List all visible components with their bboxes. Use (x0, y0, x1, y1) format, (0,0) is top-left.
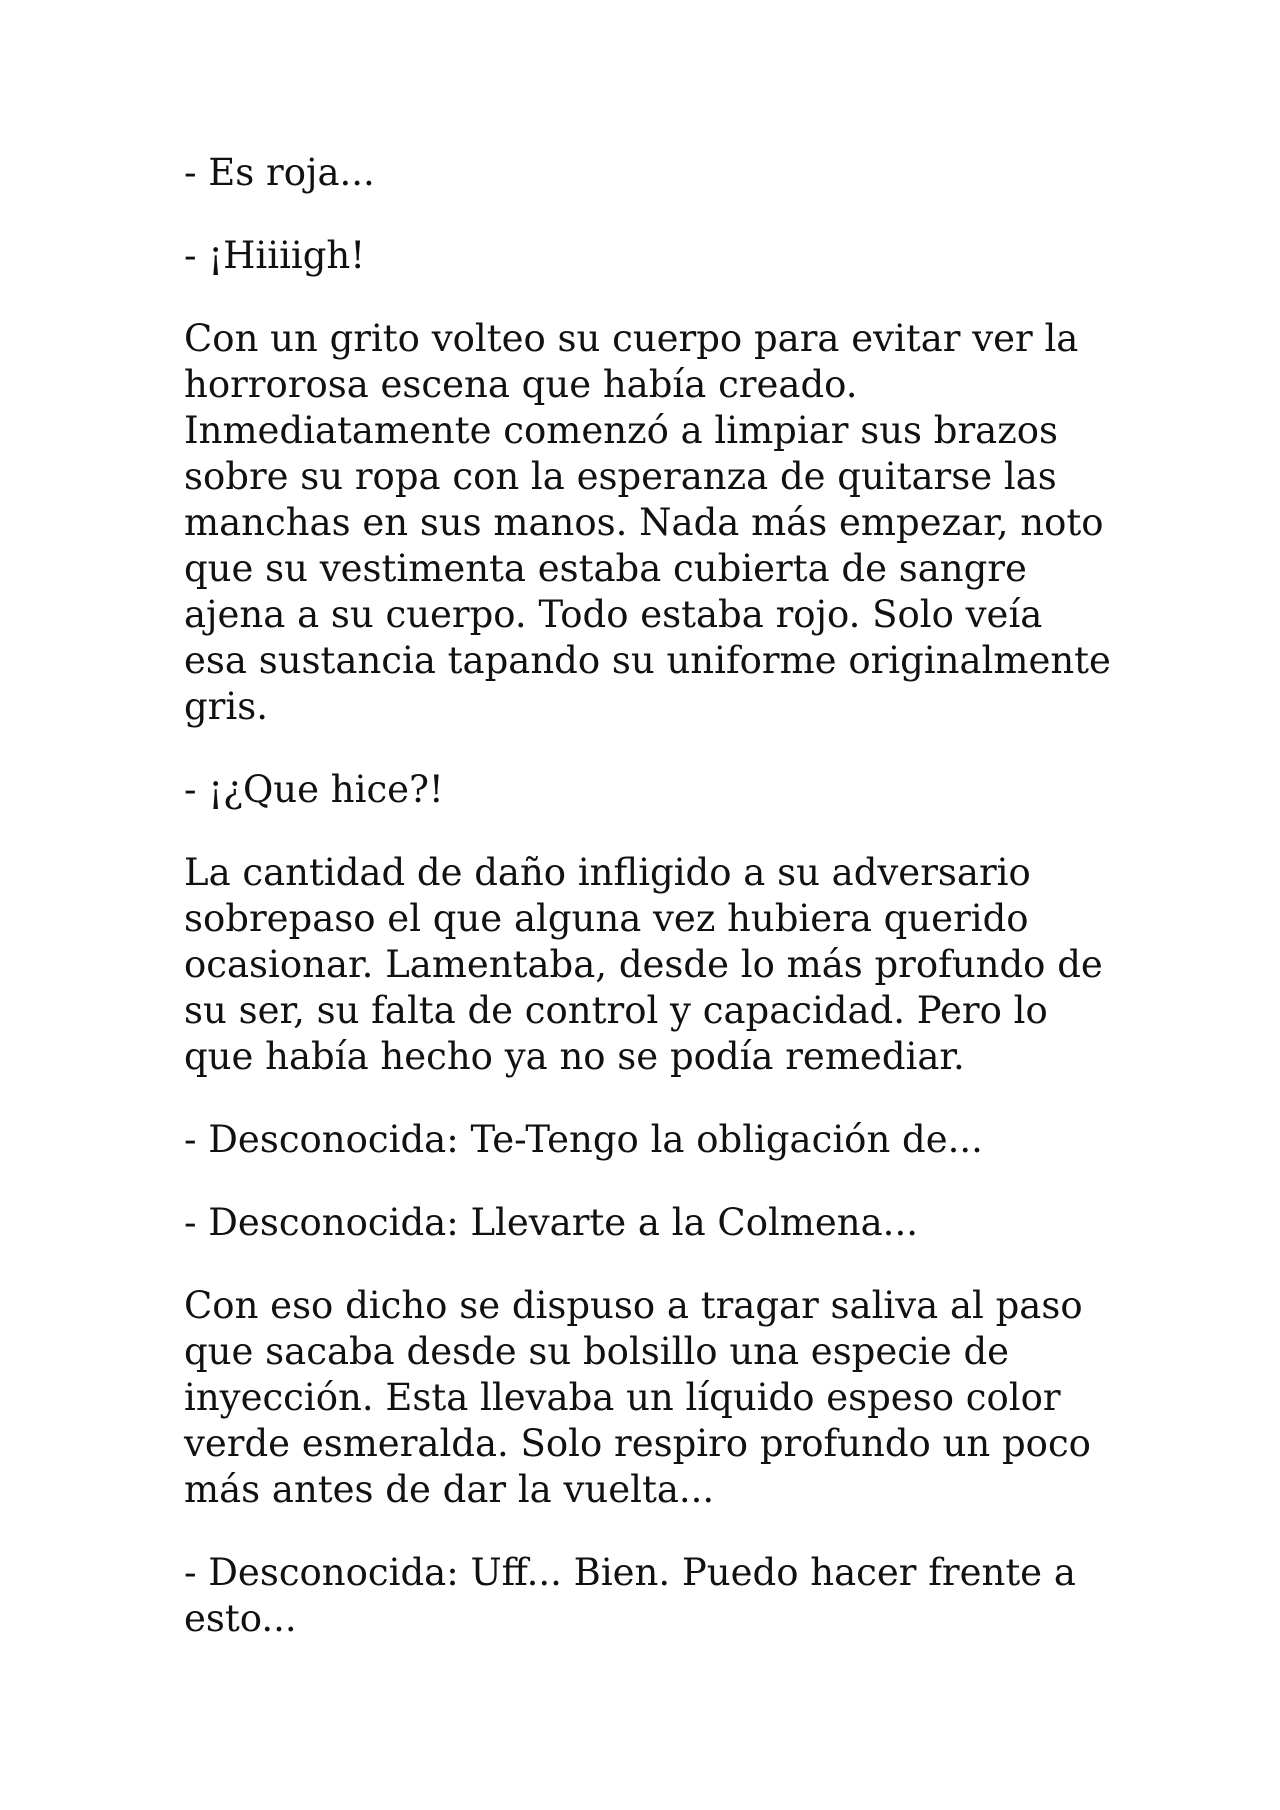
dialogue-line: - Desconocida: Te-Tengo la obligación de... (184, 1118, 983, 1161)
dialogue-line: - Es roja... (184, 151, 375, 194)
narrative-paragraph: Con eso dicho se dispuso a tragar saliva al paso que sacaba desde su bolsillo una especie de inyección. Esta llevaba un líquido espeso color verde esmeralda. Solo respiro profundo un poco más antes de dar la vuelta... (184, 1284, 1091, 1511)
dialogue-line: - ¡¿Que hice?! (184, 768, 444, 811)
narrative-paragraph: La cantidad de daño infligido a su adversario sobrepaso el que alguna vez hubiera querido ocasionar. Lamentaba, desde lo más profundo de su ser, su falta de control y capacidad. Pero lo que había hecho ya no se podía remediar. (184, 851, 1103, 1078)
document-page (184, 150, 1114, 1679)
narrative-paragraph: Con un grito volteo su cuerpo para evitar ver la horrorosa escena que había creado. Inmediatamente comenzó a limpiar sus brazos sobre su ropa con la esperanza de quitarse las manchas en sus manos. Nada más empezar, noto que su vestimenta estaba cubierta de sangre ajena a su cuerpo. Todo estaba rojo. Solo veía esa sustancia tapando su uniforme originalmente gris. (184, 317, 1111, 728)
dialogue-line: - Desconocida: Uff... Bien. Puedo hacer frente a esto... (184, 1551, 1076, 1640)
dialogue-line: - ¡Hiiiigh! (184, 234, 366, 277)
dialogue-line: - Desconocida: Llevarte a la Colmena... (184, 1201, 918, 1244)
